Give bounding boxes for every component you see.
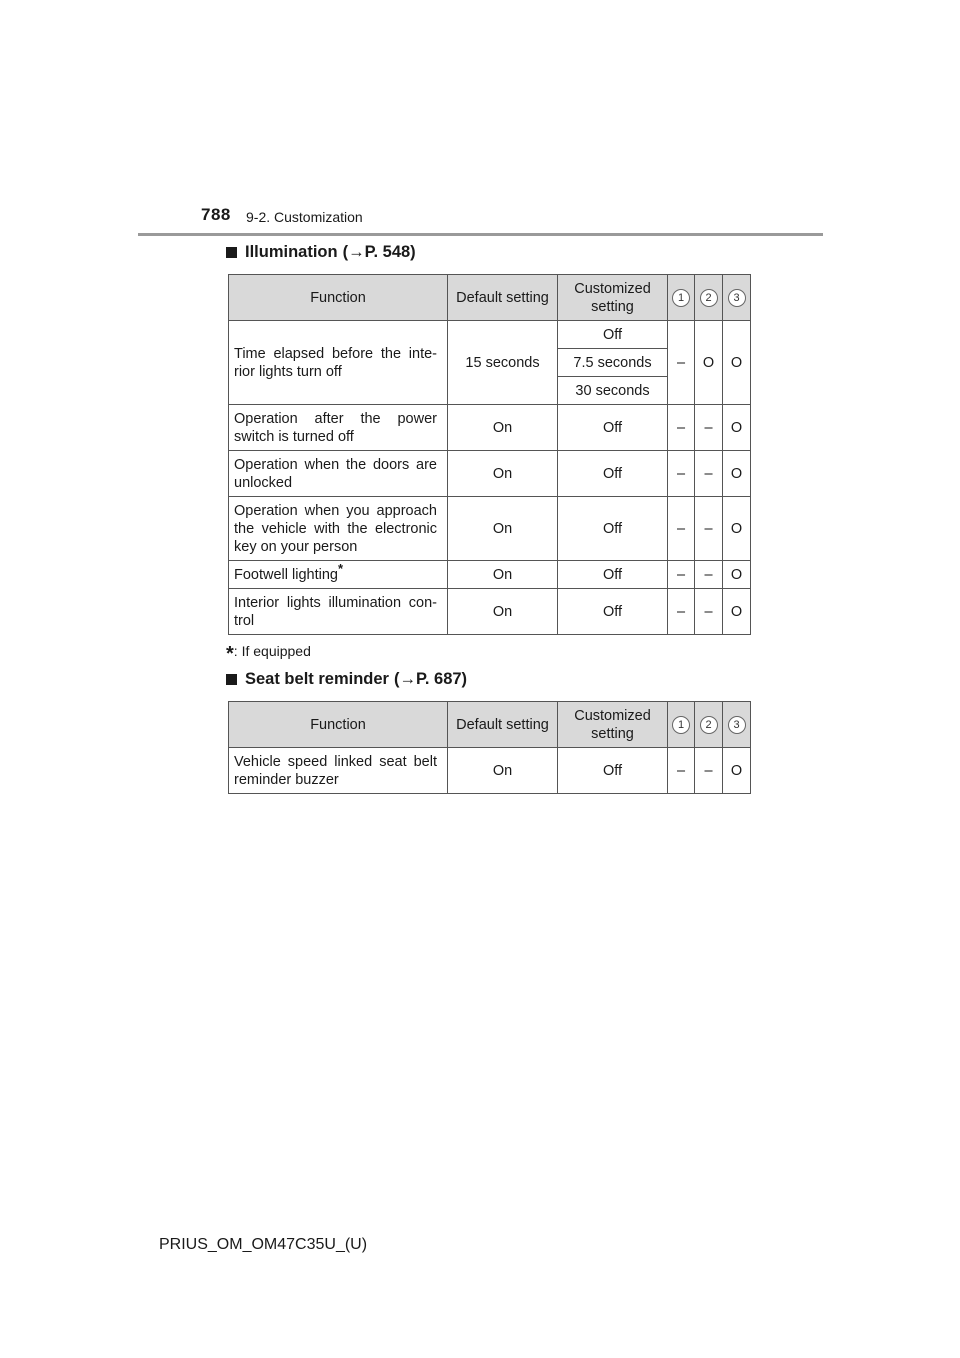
- seatbelt-heading: [226, 670, 467, 689]
- cell-circle-2: O: [695, 321, 723, 405]
- square-bullet-icon: [226, 674, 237, 685]
- page-reference[interactable]: (→P. 548): [342, 243, 416, 261]
- arrow-right-icon: →: [348, 243, 365, 261]
- cell-custom: Off: [558, 589, 668, 635]
- circled-three-icon: 3: [728, 716, 746, 734]
- cell-custom: Off: [558, 748, 668, 794]
- column-header-default: Default setting: [448, 275, 558, 321]
- cell-default: 15 seconds: [448, 321, 558, 405]
- cell-default: On: [448, 561, 558, 589]
- cell-circle-2: –: [695, 748, 723, 794]
- illumination-heading: [226, 243, 416, 262]
- cell-circle-3: O: [723, 497, 751, 561]
- column-header-customized: Customized setting: [558, 275, 668, 321]
- cell-circle-1: –: [668, 748, 695, 794]
- cell-custom: Off: [558, 561, 668, 589]
- page-ref-text: P. 548: [364, 243, 411, 261]
- cell-circle-1: –: [668, 321, 695, 405]
- cell-custom-option: Off: [558, 321, 668, 349]
- cell-circle-2: –: [695, 561, 723, 589]
- column-header-circle-3: [723, 275, 751, 321]
- cell-circle-3: O: [723, 405, 751, 451]
- cell-default: On: [448, 748, 558, 794]
- cell-circle-1: –: [668, 561, 695, 589]
- cell-custom-option: 30 seconds: [558, 377, 668, 405]
- circled-two-icon: 2: [700, 716, 718, 734]
- illumination-heading-text: Illumination: [245, 243, 338, 261]
- table-row: [229, 451, 751, 497]
- cell-function: Operation when you approach the vehicle with the electronic key on your person: [229, 497, 448, 561]
- column-header-customized: Customized setting: [558, 702, 668, 748]
- cell-function: Vehicle speed linked seat belt reminder buzzer: [229, 748, 448, 794]
- cell-circle-1: –: [668, 497, 695, 561]
- footnote-text: : If equipped: [233, 643, 311, 659]
- cell-circle-1: –: [668, 589, 695, 635]
- column-header-circle-3: [723, 702, 751, 748]
- column-header-function: Function: [229, 702, 448, 748]
- column-header-circle-2: [695, 275, 723, 321]
- column-header-circle-1: [668, 702, 695, 748]
- cell-circle-1: –: [668, 451, 695, 497]
- column-header-circle-2: [695, 702, 723, 748]
- cell-custom: Off: [558, 405, 668, 451]
- cell-custom: Off: [558, 451, 668, 497]
- circled-two-icon: 2: [700, 289, 718, 307]
- cell-default: On: [448, 497, 558, 561]
- cell-circle-3: O: [723, 561, 751, 589]
- cell-function: Operation when the doors are unlocked: [229, 451, 448, 497]
- circled-three-icon: 3: [728, 289, 746, 307]
- column-header-circle-1: [668, 275, 695, 321]
- cell-default: On: [448, 451, 558, 497]
- footnote-mark: *: [337, 560, 344, 576]
- cell-circle-3: O: [723, 451, 751, 497]
- cell-circle-3: O: [723, 748, 751, 794]
- cell-function: [229, 561, 448, 589]
- section-label: 9-2. Customization: [246, 209, 363, 225]
- illumination-table: [228, 274, 751, 635]
- seatbelt-table: [228, 701, 751, 794]
- table-row: [229, 561, 751, 589]
- header-rule: [138, 233, 823, 236]
- table-row: [229, 497, 751, 561]
- cell-function-text: Footwell lighting: [234, 566, 338, 583]
- circled-one-icon: 1: [672, 289, 690, 307]
- table-row: [229, 405, 751, 451]
- cell-circle-2: –: [695, 497, 723, 561]
- circled-one-icon: 1: [672, 716, 690, 734]
- cell-circle-2: –: [695, 589, 723, 635]
- cell-custom-option: 7.5 seconds: [558, 349, 668, 377]
- cell-function: Time elapsed before the inte-rior lights turn off: [229, 321, 448, 405]
- cell-custom: Off: [558, 497, 668, 561]
- column-header-function: Function: [229, 275, 448, 321]
- cell-circle-1: –: [668, 405, 695, 451]
- column-header-default: Default setting: [448, 702, 558, 748]
- arrow-right-icon: →: [399, 670, 416, 688]
- seatbelt-heading-text: Seat belt reminder: [245, 670, 389, 688]
- cell-function: Interior lights illumination con-trol: [229, 589, 448, 635]
- cell-circle-2: –: [695, 405, 723, 451]
- cell-circle-3: O: [723, 321, 751, 405]
- cell-default: On: [448, 405, 558, 451]
- square-bullet-icon: [226, 247, 237, 258]
- cell-default: On: [448, 589, 558, 635]
- footnote-star: *: [226, 643, 234, 665]
- table-row: [229, 589, 751, 635]
- footnote: [226, 643, 311, 666]
- cell-circle-2: –: [695, 451, 723, 497]
- page-ref-text: P. 687: [415, 670, 462, 688]
- cell-circle-3: O: [723, 589, 751, 635]
- cell-function: Operation after the power switch is turned off: [229, 405, 448, 451]
- document-id: PRIUS_OM_OM47C35U_(U): [159, 1236, 368, 1253]
- page-reference[interactable]: (→P. 687): [393, 670, 468, 688]
- page-number: 788: [201, 205, 231, 224]
- table-row: [229, 748, 751, 794]
